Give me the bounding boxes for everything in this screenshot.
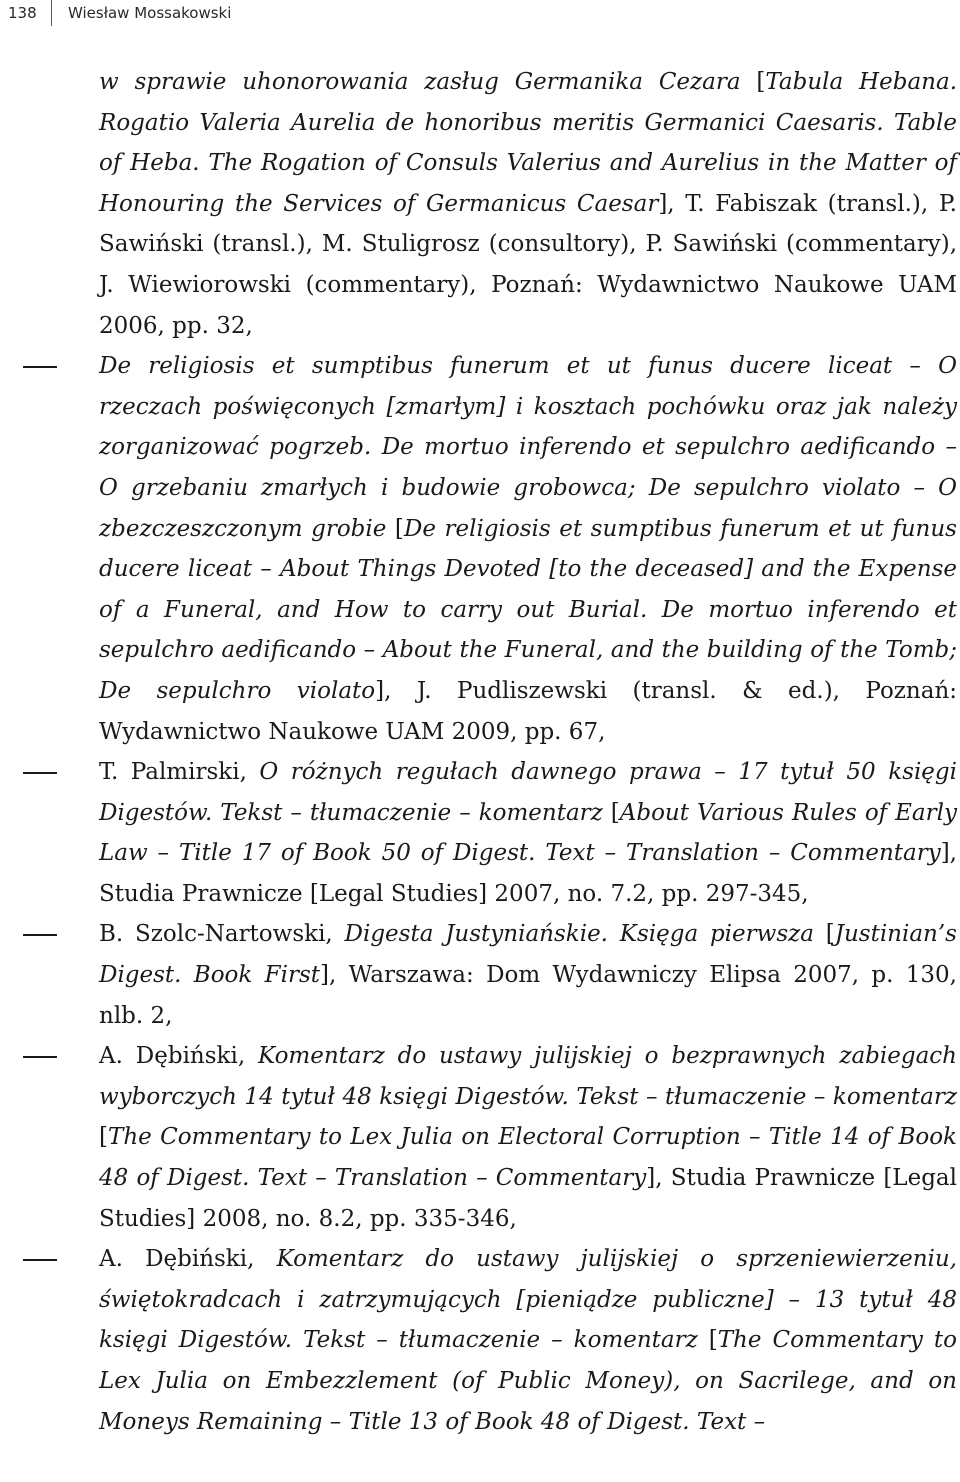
entry-author: T. Palmirski, (99, 759, 260, 786)
dash-bullet (23, 366, 57, 368)
entry-text-italic: De religiosis et sumptibus funerum et ut funus ducere liceat – About Things Devoted [to the deceased] and the Expense of a Funeral, and How to carry out Burial. De mortuo inferendo et sepulchro aedificando – About the Funeral, and the building of the Tomb; De sepulchro violato (99, 515, 957, 704)
entry-text-italic: About Various Rules of Early Law – Title 17 of Book 50 of Digest. Text – Translation – Commentary (99, 799, 957, 867)
dash-bullet (23, 1056, 57, 1058)
entry-text-italic: Digesta Justyniańskie. Księga pierwsza (344, 921, 826, 948)
dash-bullet (23, 934, 57, 936)
entry-text: [ (825, 921, 835, 948)
entry-text: ], J. Pudliszewski (transl. & ed.), Poznań: Wydawnictwo Naukowe UAM 2009, pp. 67, (99, 677, 958, 745)
entry-text: [ (99, 1124, 108, 1151)
entry-text: [ (708, 1327, 718, 1354)
page-number: 138 (8, 4, 37, 22)
entry-text-italic: Tabula Hebana. Rogatio Valeria Aurelia de honoribus meritis Germanici Caesaris. Table of Heba. The Rogation of Consuls Valerius and Aurelius in the Matter of Honouring the Services of Germanicus Caesar (99, 69, 957, 217)
entry-text-italic: w sprawie uhonorowania zasług Germanika Cezara (99, 69, 757, 95)
bibliography-entry (99, 62, 957, 346)
entry-text-italic: O różnych regułach dawnego prawa – 17 tytuł 50 księgi Digestów. Tekst – tłumaczenie – komentarz (99, 759, 957, 826)
entry-text-italic: De religiosis et sumptibus funerum et ut funus ducere liceat – O rzeczach poświęconych [zmarłym] i kosztach pochówku oraz jak należy zorganizować pogrzeb. De mortuo inferendo et sepulchro aedificando – O grzebaniu zmarłych i budowie grobowca; De sepulchro violato – O zbezczeszczonym grobie (99, 353, 957, 542)
bibliography-entry (99, 914, 957, 1036)
entry-text: ], T. Fabiszak (transl.), P. Sawiński (transl.), M. Stuligrosz (consultory), P. Sawiński (commentary), J. Wiewiorowski (commentary), Poznań: Wydawnictwo Naukowe UAM 2006, pp. 32, (99, 190, 957, 339)
bibliography-list (99, 62, 957, 1442)
entry-author: A. Dębiński, (99, 1043, 259, 1070)
bibliography-entry (99, 346, 957, 752)
entry-text: ], Studia Prawnicze [Legal Studies] 2008, no. 8.2, pp. 335-346, (99, 1165, 957, 1232)
entry-text: [ (610, 799, 620, 826)
bibliography-entry (99, 1239, 957, 1442)
entry-text-italic: The Commentary to Lex Julia on Embezzlement (of Public Money), on Sacrilege, and on Moneys Remaining – Title 13 of Book 48 of Digest. Text – (99, 1327, 957, 1435)
entry-text: [ (756, 69, 766, 95)
entry-text-italic: Komentarz do ustawy julijskiej o sprzeniewierzeniu, świętokradcach i zatrzymujących [pieniądze publiczne] – 13 tytuł 48 księgi Digestów. Tekst – tłumaczenie – komentarz (99, 1246, 957, 1354)
entry-text: ], Warszawa: Dom Wydawniczy Elipsa 2007, p. 130, nlb. 2, (99, 962, 957, 1029)
entry-text-italic: The Commentary to Lex Julia on Electoral Corruption – Title 14 of Book 48 of Digest. Text – Translation – Commentary (99, 1124, 957, 1192)
page-header (0, 0, 960, 30)
running-author: Wiesław Mossakowski (68, 4, 232, 22)
entry-text-italic: Justinian’s Digest. Book First (99, 921, 957, 989)
entry-author: A. Dębiński, (99, 1246, 277, 1273)
header-divider (51, 0, 52, 26)
bibliography-entry (99, 752, 957, 914)
dash-bullet (23, 772, 57, 774)
entry-author: B. Szolc-Nartowski, (99, 921, 345, 948)
entry-text-italic: Komentarz do ustawy julijskiej o bezprawnych zabiegach wyborczych 14 tytuł 48 księgi Digestów. Tekst – tłumaczenie – komentarz (99, 1043, 957, 1110)
entry-text: [ (394, 515, 404, 542)
bibliography-entry (99, 1036, 957, 1239)
dash-bullet (23, 1259, 57, 1261)
entry-text: ], Studia Prawnicze [Legal Studies] 2007, no. 7.2, pp. 297-345, (99, 840, 957, 907)
